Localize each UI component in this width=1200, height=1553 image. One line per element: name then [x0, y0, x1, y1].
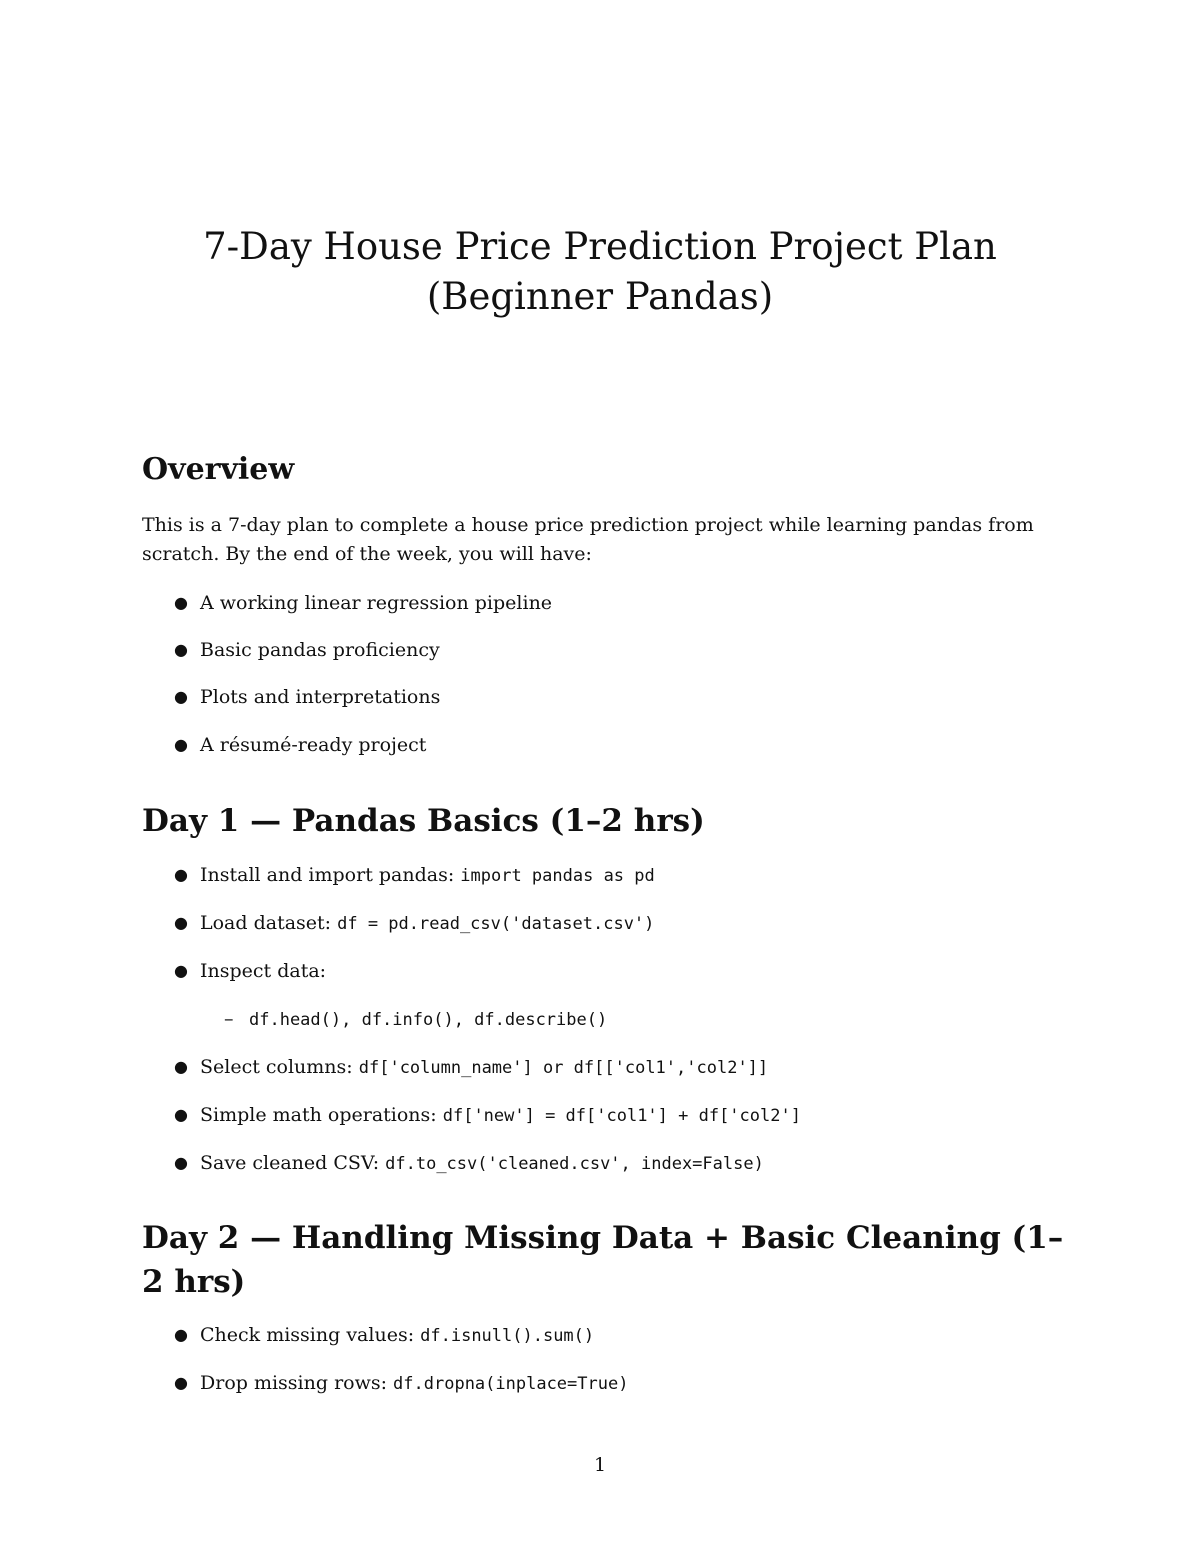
document-page: 7-Day House Price Prediction Project Plan (Beginner Pandas) Overview This is a 7-day plan to complete a house price prediction project while learning pandas from scratch. By the end of the week, you will have: ● A working linear regression pipeline ● Basic pandas proficiency ● Plots and interpretations ● A résumé-ready project Day 1 — Pandas Basics (1–2 hrs) ● Install and import pandas: import pandas as pd ● Load dataset: df = pd.read_csv('dataset.csv') ● Inspect data: – df.head(), df.info(), df.describe() ● Select columns: df['column_name'] or df[['col1','col2']] ● Simple math operations: df['new'] = df['col1'] + df['col2'] ● Save cleaned CSV: df.to_csv('cleaned.csv', index=False) Day 2 — Handling Missing Data + Basic Cleaning (1–2 hrs) ● Check missing values: df.isnull().sum() ● Drop missing rows: df.dropna(inplace=True) 1 [0, 0, 1200, 1553]
overview-heading: Overview [142, 452, 295, 487]
code-snippet: df.to_csv('cleaned.csv', index=False) [385, 1154, 764, 1174]
bullet-icon: ● [174, 687, 188, 706]
bullet-icon: ● [174, 961, 188, 980]
bullet-icon: ● [174, 913, 188, 932]
bullet-icon: ● [174, 865, 188, 884]
bullet-icon: ● [174, 593, 188, 612]
dash-marker: – [224, 1008, 234, 1030]
code-snippet: df.head(), df.info(), df.describe() [249, 1010, 608, 1030]
code-snippet: import pandas as pd [460, 866, 655, 886]
code-snippet: df['new'] = df['col1'] + df['col2'] [442, 1106, 801, 1126]
bullet-icon: ● [174, 1325, 188, 1344]
bullet-icon: ● [174, 1153, 188, 1172]
code-snippet: df.dropna(inplace=True) [393, 1374, 629, 1394]
code-snippet: df.isnull().sum() [420, 1326, 595, 1346]
code-snippet: df = pd.read_csv('dataset.csv') [337, 914, 655, 934]
bullet-icon: ● [174, 1373, 188, 1392]
code-snippet: df['column_name'] or df[['col1','col2']] [358, 1058, 769, 1078]
day1-heading: Day 1 — Pandas Basics (1–2 hrs) [142, 803, 705, 839]
bullet-icon: ● [174, 1057, 188, 1076]
bullet-icon: ● [174, 735, 188, 754]
overview-paragraph: This is a 7-day plan to complete a house price prediction project while learning pandas from scratch. By the end of the week, you will have: [142, 514, 1034, 565]
day2-heading: Day 2 — Handling Missing Data + Basic Cleaning (1–2 hrs) [142, 1220, 1064, 1300]
page-title: 7-Day House Price Prediction Project Plan (Beginner Pandas) [203, 225, 997, 318]
page-number: 1 [593, 1454, 607, 1476]
bullet-icon: ● [174, 1105, 188, 1124]
bullet-icon: ● [174, 640, 188, 659]
